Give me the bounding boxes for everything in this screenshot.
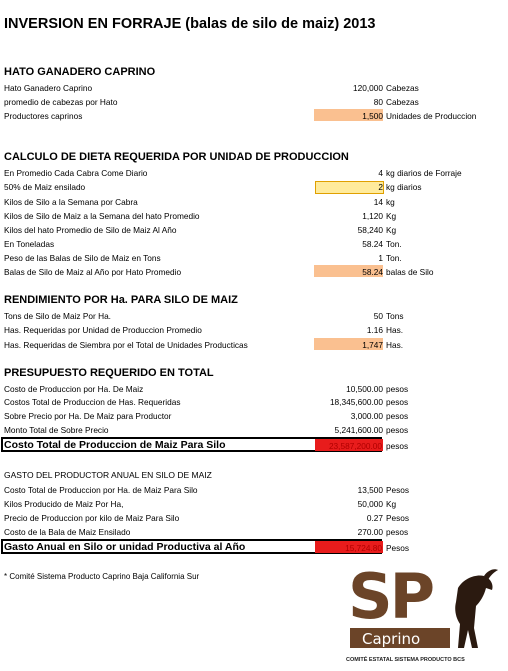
row-value: 10,500.00 (346, 384, 383, 394)
row-unit: Tons (386, 311, 404, 321)
row-value: 1,747 (362, 340, 383, 350)
document-title: INVERSION EN FORRAJE (balas de silo de maiz) 2013 (4, 16, 376, 32)
total-label: Costo Total de Produccion de Maiz Para Silo (4, 439, 226, 451)
row-unit: kg diarios de Forraje (386, 168, 462, 178)
total-label: Gasto Anual en Silo or unidad Productiva al Año (4, 541, 246, 553)
total-value: 23,587,200.00 (328, 441, 382, 451)
row-unit: pesos (386, 397, 409, 407)
row-unit: Cabezas (386, 97, 419, 107)
row-unit: kg (386, 197, 395, 207)
footnote: * Comité Sistema Producto Caprino Baja California Sur (4, 572, 200, 581)
logo-tagline: COMITÉ ESTATAL SISTEMA PRODUCTO BCS (346, 657, 465, 663)
section-heading-dieta: CALCULO DE DIETA REQUERIDA POR UNIDAD DE PRODUCCION (4, 151, 349, 163)
row-unit: pesos (386, 411, 409, 421)
row-label: Peso de las Balas de Silo de Maiz en Tons (4, 253, 161, 263)
section-heading-gasto: GASTO DEL PRODUCTOR ANUAL EN SILO DE MAIZ (4, 470, 212, 480)
row-unit: Ton. (386, 239, 402, 249)
row-label: Costos Total de Produccion de Has. Requeridas (4, 397, 181, 407)
row-label: En Promedio Cada Cabra Come Diario (4, 168, 148, 178)
goat-silhouette (455, 576, 492, 649)
row-value: 18,345,600.00 (329, 397, 383, 407)
row-value: 58.24 (362, 267, 383, 277)
row-value: 0.27 (366, 513, 383, 523)
row-label: Productores caprinos (4, 111, 83, 121)
row-label: Costo de la Bala de Maiz Ensilado (4, 527, 131, 537)
row-value: 14 (373, 197, 383, 207)
row-label: Hato Ganadero Caprino (4, 83, 93, 93)
row-unit: pesos (386, 425, 409, 435)
row-unit: Kg (386, 211, 397, 221)
row-value: 80 (373, 97, 383, 107)
row-unit: pesos (386, 527, 409, 537)
section-heading-presupuesto: PRESUPUESTO REQUERIDO EN TOTAL (4, 367, 214, 379)
row-unit: kg diarios (386, 182, 422, 192)
row-value: 1,120 (362, 211, 383, 221)
row-value: 270.00 (357, 527, 383, 537)
row-value: 50,000 (357, 499, 383, 509)
row-label: Balas de Silo de Maiz al Año por Hato Promedio (4, 267, 182, 277)
row-label: Precio de Produccion por kilo de Maiz Para Silo (4, 513, 180, 523)
row-label: Monto Total de Sobre Precio (4, 425, 109, 435)
row-unit: Has. (386, 325, 404, 335)
section-heading-hato: HATO GANADERO CAPRINO (4, 66, 156, 78)
row-unit: Kg (386, 499, 397, 509)
row-value: 58,240 (357, 225, 383, 235)
row-label: En Toneladas (4, 239, 55, 249)
row-label: Has. Requeridas de Siembra por el Total de Unidades Producticas (4, 340, 248, 350)
row-value: 120,000 (353, 83, 383, 93)
total-unit: Pesos (386, 543, 410, 553)
row-value: 3,000.00 (350, 411, 383, 421)
row-label: Costo de Produccion por Ha. De Maiz (4, 384, 144, 394)
row-unit: Ton. (386, 253, 402, 263)
row-value: 1 (378, 253, 383, 263)
row-unit: Unidades de Produccion (386, 111, 477, 121)
row-value: 50 (373, 311, 383, 321)
total-value: 15,724.80 (345, 543, 382, 553)
section-heading-rendimiento: RENDIMIENTO POR Ha. PARA SILO DE MAIZ (4, 294, 238, 306)
row-label: Kilos de Silo a la Semana por Cabra (4, 197, 138, 207)
row-unit: pesos (386, 384, 409, 394)
row-label: Sobre Precio por Ha. De Maiz para Productor (4, 411, 172, 421)
logo-letters: SP (348, 560, 433, 633)
row-value: 58.24 (362, 239, 383, 249)
row-unit: Cabezas (386, 83, 419, 93)
row-label: Kilos de Silo de Maiz a la Semana del hato Promedio (4, 211, 200, 221)
row-value: 1,500 (362, 111, 383, 121)
sp-caprino-logo (340, 560, 500, 666)
row-label: Has. Requeridas por Unidad de Produccion Promedio (4, 325, 202, 335)
row-label: Tons de Silo de Maiz Por Ha. (4, 311, 111, 321)
row-label: 50% de Maiz ensilado (4, 182, 86, 192)
row-value: 5,241,600.00 (334, 425, 383, 435)
row-value: 4 (378, 168, 383, 178)
row-label: Costo Total de Produccion por Ha. de Maiz Para Silo (4, 485, 198, 495)
row-unit: Pesos (386, 485, 410, 495)
row-label: promedio de cabezas por Hato (4, 97, 118, 107)
row-value: 1.16 (366, 325, 383, 335)
row-value: 13,500 (357, 485, 383, 495)
row-unit: balas de Silo (386, 267, 434, 277)
logo-word: Caprino (362, 630, 421, 648)
row-label: Kilos Producido de Maiz Por Ha, (4, 499, 124, 509)
row-label: Kilos del hato Promedio de Silo de Maiz Al Año (4, 225, 177, 235)
row-unit: Has. (386, 340, 404, 350)
row-unit: Kg (386, 225, 397, 235)
row-unit: Pesos (386, 513, 410, 523)
row-value: 2 (378, 182, 383, 192)
total-unit: pesos (386, 441, 409, 451)
